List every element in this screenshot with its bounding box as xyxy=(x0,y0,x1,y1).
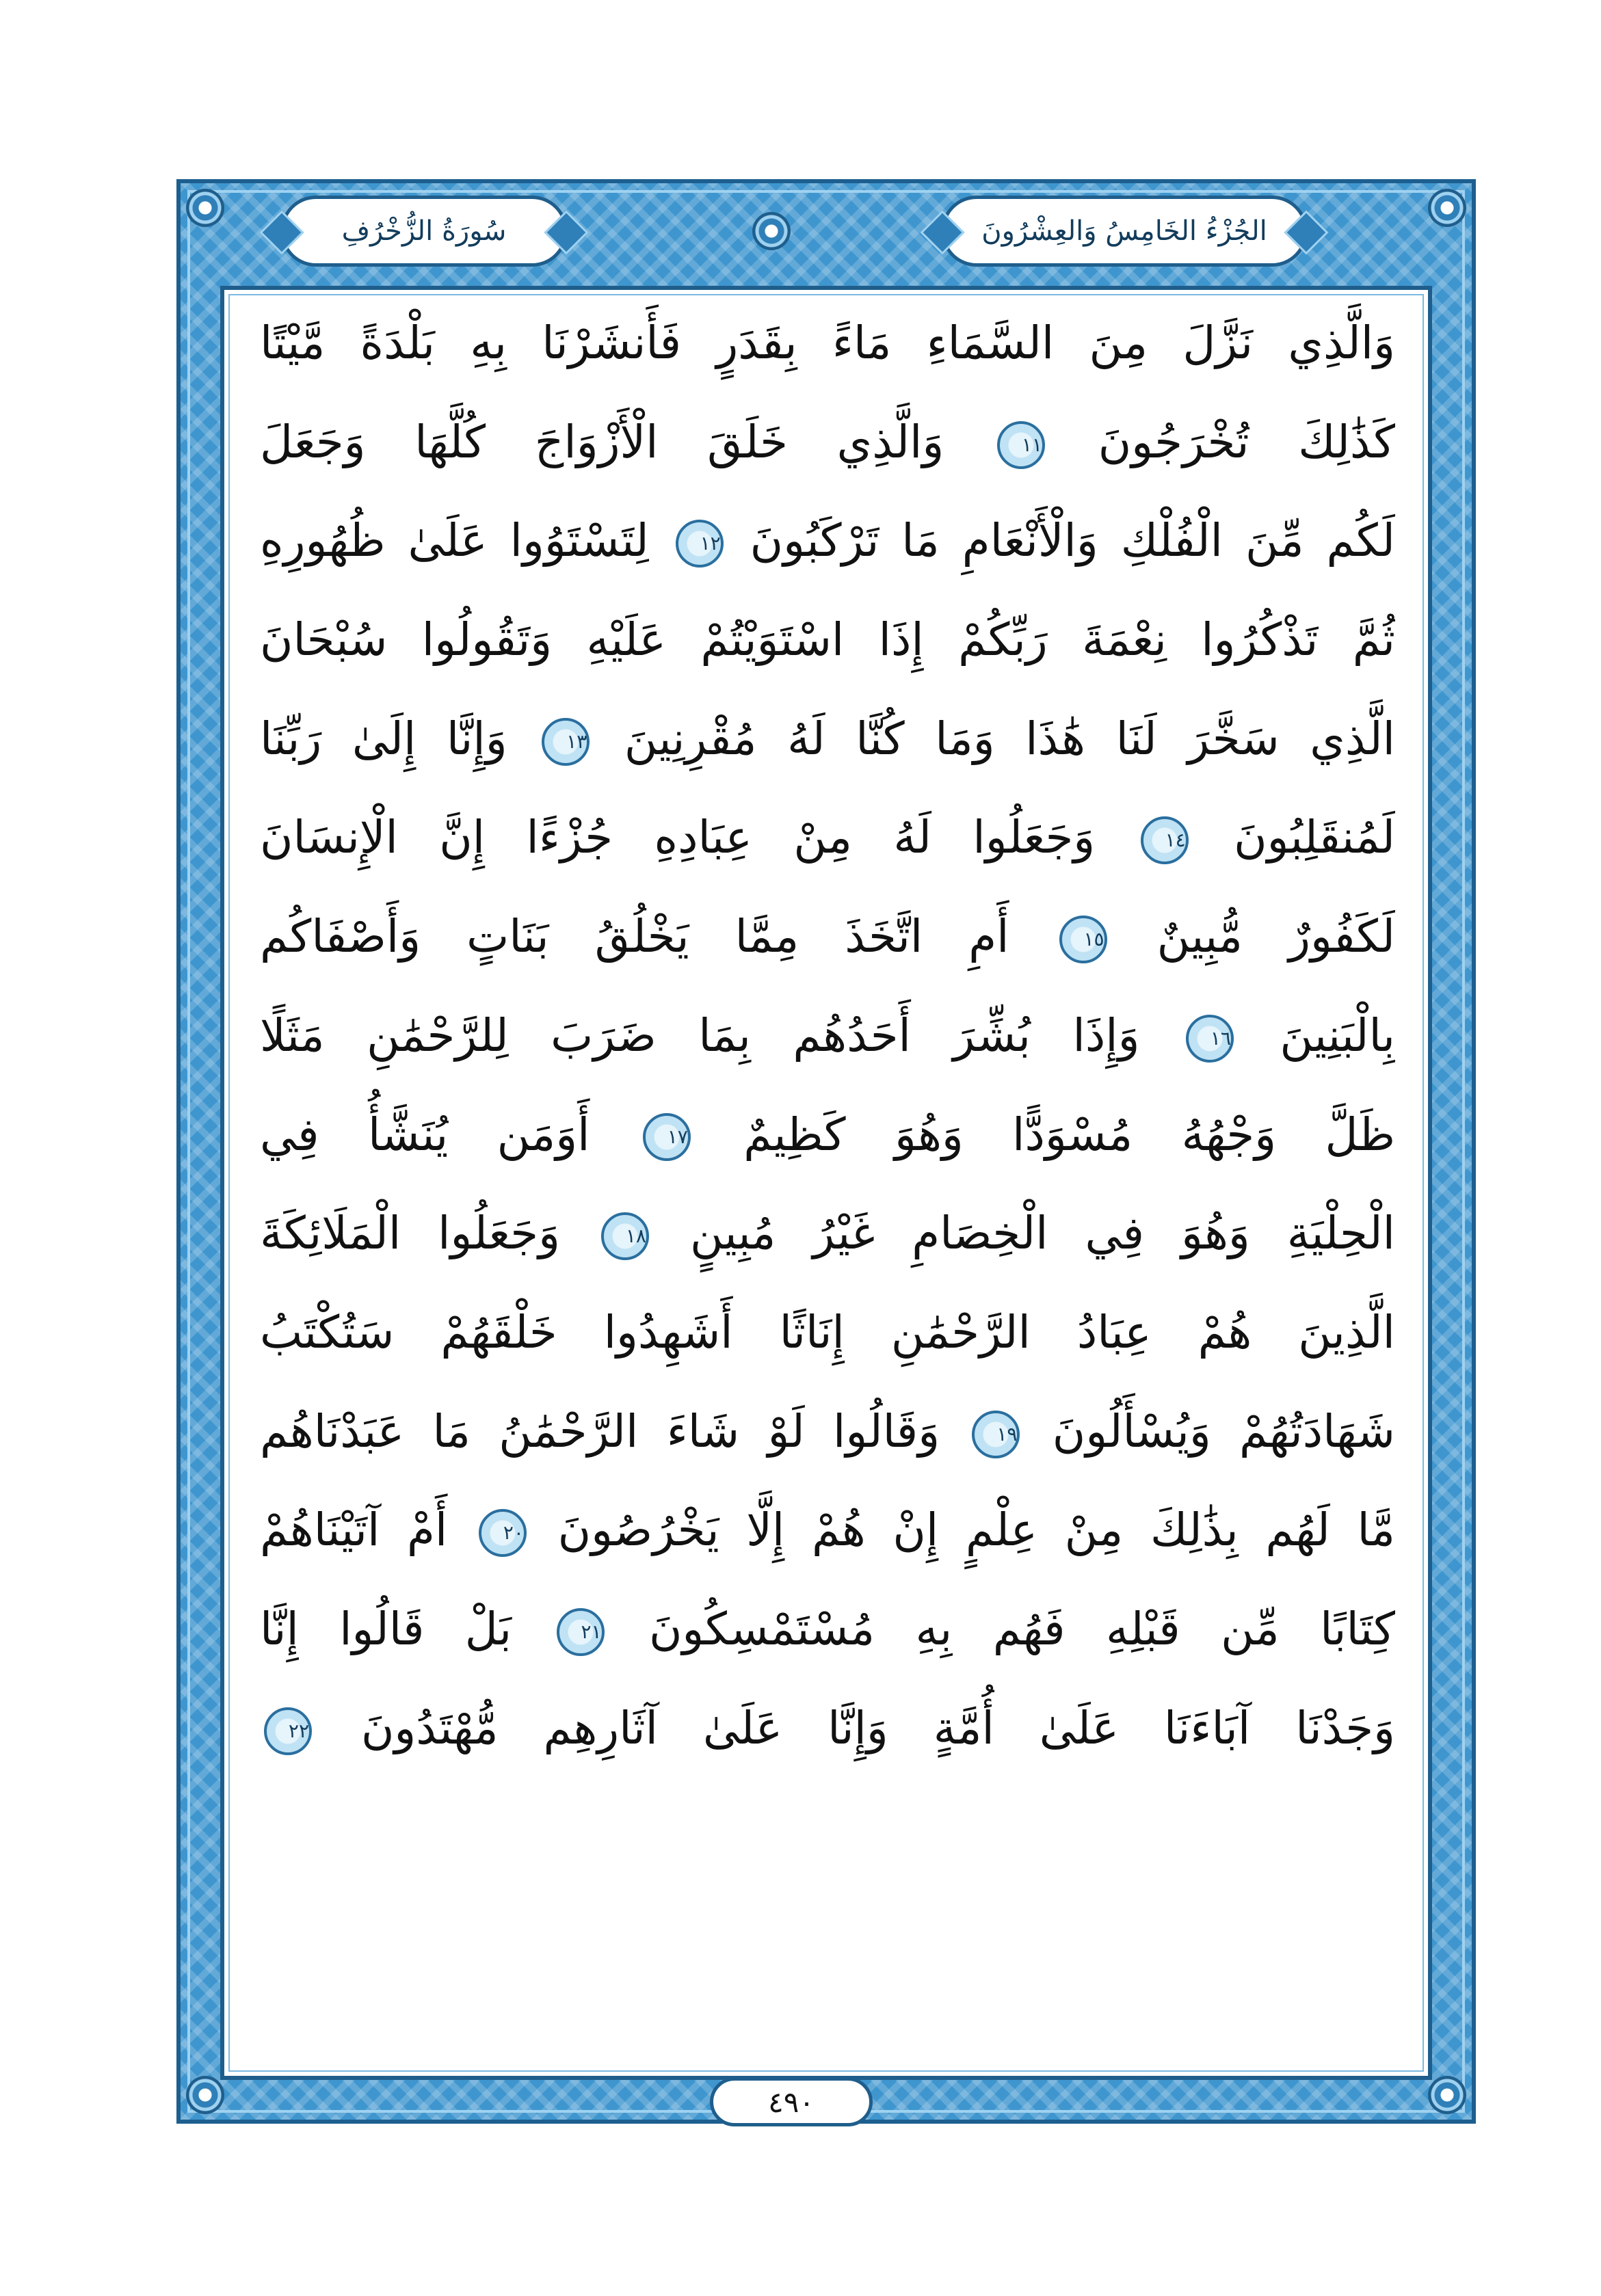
juz-header xyxy=(941,196,1308,267)
verse-number-marker: ١٢ xyxy=(676,520,724,568)
verse-line: الْحِلْيَةِ وَهُوَ فِي الْخِصَامِ غَيْرُ مُبِينٍ ١٨ وَجَعَلُوا الْمَلَائِكَةَ xyxy=(260,1207,1395,1260)
verse-number-marker: ١٧ xyxy=(643,1113,691,1161)
verse-line: لَكُم مِّنَ الْفُلْكِ وَالْأَنْعَامِ مَا تَرْكَبُونَ ١٢ لِتَسْتَوُوا عَلَىٰ ظُهُورِهِ xyxy=(260,514,1395,568)
verse-number-marker: ٢١ xyxy=(557,1608,605,1656)
verse-line: الَّذِي سَخَّرَ لَنَا هَٰذَا وَمَا كُنَّا لَهُ مُقْرِنِينَ ١٣ وَإِنَّا إِلَىٰ رَبِّنَا xyxy=(260,712,1395,765)
verse-number-marker: ١٦ xyxy=(1186,1015,1234,1063)
verse-line: كِتَابًا مِّن قَبْلِهِ فَهُم بِهِ مُسْتَمْسِكُونَ ٢١ بَلْ قَالُوا إِنَّا xyxy=(260,1602,1395,1655)
corner-rosette-icon xyxy=(1428,189,1466,227)
verse-line: الَّذِينَ هُمْ عِبَادُ الرَّحْمَٰنِ إِنَاثًا أَشَهِدُوا خَلْقَهُمْ سَتُكْتَبُ xyxy=(260,1305,1395,1359)
corner-rosette-icon xyxy=(186,189,224,227)
verse-number-marker: ١٣ xyxy=(542,718,590,766)
verse-line: كَذَٰلِكَ تُخْرَجُونَ ١١ وَالَّذِي خَلَقَ الْأَزْوَاجَ كُلَّهَا وَجَعَلَ xyxy=(260,415,1395,468)
header-rosette-icon xyxy=(752,212,791,250)
verse-line: شَهَادَتُهُمْ وَيُسْأَلُونَ ١٩ وَقَالُوا لَوْ شَاءَ الرَّحْمَٰنُ مَا عَبَدْنَاهُم xyxy=(260,1404,1395,1458)
verse-number-marker: ١٥ xyxy=(1059,916,1107,963)
verse-line: وَجَدْنَا آبَاءَنَا عَلَىٰ أُمَّةٍ وَإِنَّا عَلَىٰ آثَارِهِم مُّهْتَدُونَ ٢٢ xyxy=(260,1679,1395,1778)
verse-line: ظَلَّ وَجْهُهُ مُسْوَدًّا وَهُوَ كَظِيمٌ ١٧ أَوَمَن يُنَشَّأُ فِي xyxy=(260,1108,1395,1161)
verse-number-marker: ١١ xyxy=(997,421,1045,469)
verse-line: بِالْبَنِينَ ١٦ وَإِذَا بُشِّرَ أَحَدُهُم بِمَا ضَرَبَ لِلرَّحْمَٰنِ مَثَلًا xyxy=(260,1009,1395,1062)
corner-rosette-icon xyxy=(1428,2076,1466,2114)
juz-title: الجُزْءُ الخَامِسُ وَالعِشْرُونَ xyxy=(981,215,1267,247)
page-number: ٤٩٠ xyxy=(768,2085,815,2119)
verse-line: وَالَّذِي نَزَّلَ مِنَ السَّمَاءِ مَاءً بِقَدَرٍ فَأَنشَرْنَا بِهِ بَلْدَةً مَّيْتًا xyxy=(260,317,1395,369)
verse-number-marker: ٢٢ xyxy=(264,1707,312,1755)
verse-line: لَمُنقَلِبُونَ ١٤ وَجَعَلُوا لَهُ مِنْ عِبَادِهِ جُزْءًا إِنَّ الْإِنسَانَ xyxy=(260,811,1395,864)
surah-title: سُورَةُ الزُّخْرُفِ xyxy=(341,215,507,247)
corner-rosette-icon xyxy=(186,2076,224,2114)
page-number-badge xyxy=(710,2077,873,2126)
surah-header xyxy=(280,196,568,267)
verse-text-block xyxy=(260,294,1395,1976)
verse-line: لَكَفُورٌ مُّبِينٌ ١٥ أَمِ اتَّخَذَ مِمَّا يَخْلُقُ بَنَاتٍ وَأَصْفَاكُم xyxy=(260,910,1395,963)
verse-number-marker: ١٩ xyxy=(972,1411,1020,1458)
verse-number-marker: ٢٠ xyxy=(479,1509,527,1557)
verse-line: مَّا لَهُم بِذَٰلِكَ مِنْ عِلْمٍ إِنْ هُمْ إِلَّا يَخْرُصُونَ ٢٠ أَمْ آتَيْنَاهُمْ xyxy=(260,1504,1395,1557)
verse-line: ثُمَّ تَذْكُرُوا نِعْمَةَ رَبِّكُمْ إِذَا اسْتَوَيْتُمْ عَلَيْهِ وَتَقُولُوا سُبْحَانَ xyxy=(260,613,1395,667)
verse-number-marker: ١٨ xyxy=(601,1212,649,1260)
verse-number-marker: ١٤ xyxy=(1141,816,1189,864)
